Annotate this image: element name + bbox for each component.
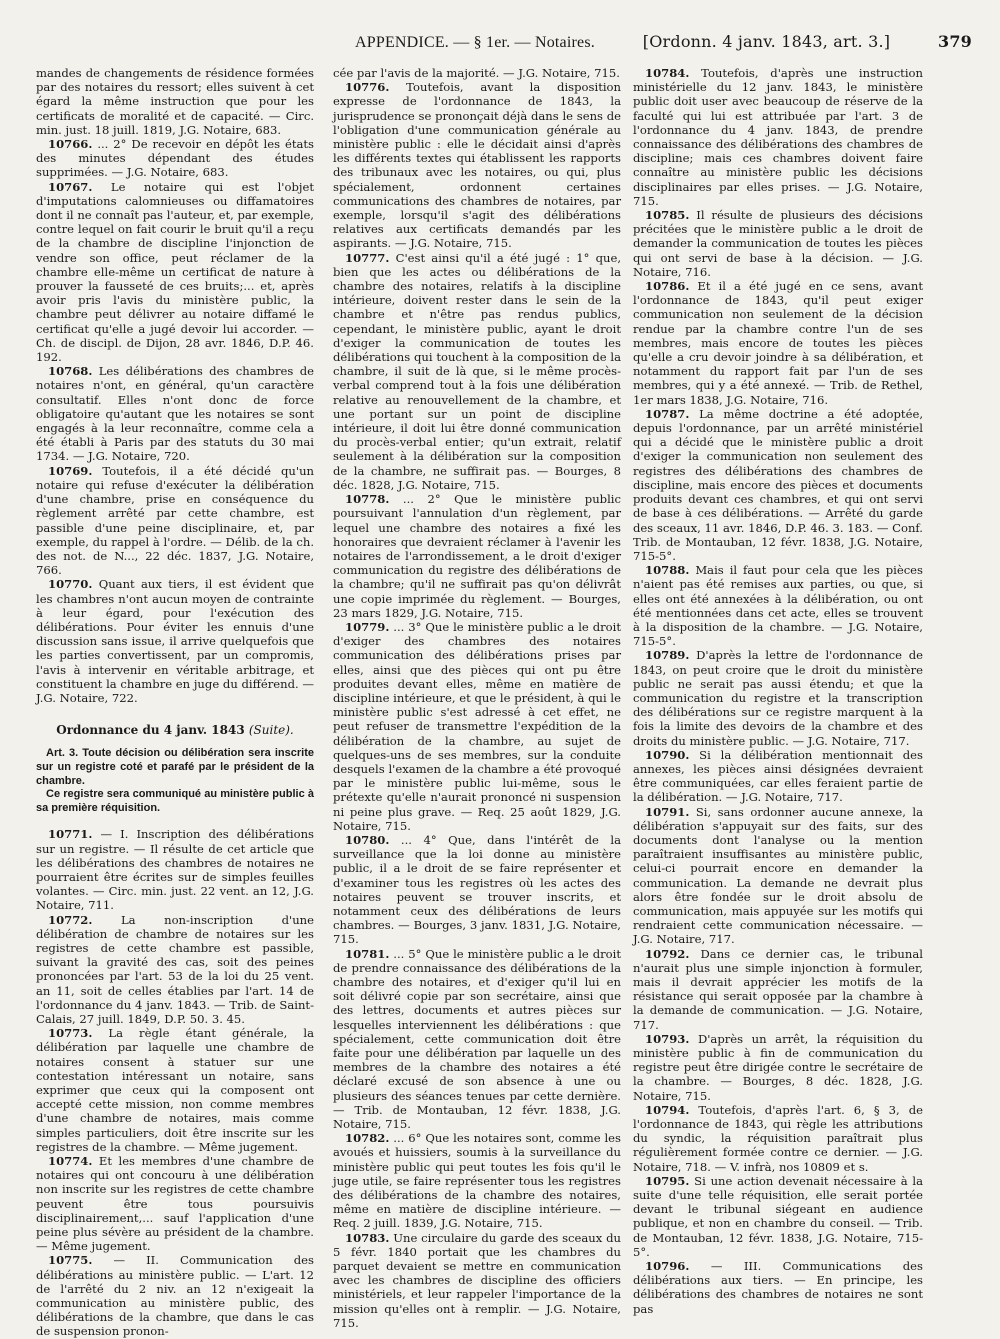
paragraph-10771: 10771. — I. Inscription des délibérations sur un registre. — Il résulte de cet article que les délibérations des chambres de notaires ne pourraient être écrites sur de simples feuilles volantes. — Circ. min. just. 22 vent. an 12, J.G. Notaire, 711.	[36, 827, 314, 913]
paragraph-10792: 10792. Dans ce dernier cas, le tribunal n'aurait plus une simple injonction à formuler, mais il devrait apprécier les motifs de la résistance qui serait opposée par la chambre à la demande de communication. — J.G. Notaire, 717.	[633, 946, 923, 1032]
paragraph-10766: 10766. ... 2° De recevoir en dépôt les états des minutes dépendant des études supprimées. — J.G. Notaire, 683.	[36, 137, 315, 180]
paragraph-10790: 10790. Si la délibération mentionnait des annexes, les pièces ainsi désignées devraient être communiquées, car elles feraient partie de la délibération. — J.G. Notaire, 717.	[633, 747, 923, 805]
page-header	[355, 32, 972, 56]
paragraph: cée par l'avis de la majorité. — J.G. Notaire, 715.	[333, 66, 620, 80]
paragraph-10770: 10770. Quant aux tiers, il est évident que les chambres n'ont aucun moyen de contrainte à leur égard, pour l'exécution des délibérations. Pour éviter les ennuis d'une discussion sans issue, il arrive quelquefois que les parties convertissent, par un compromis, l'avis à intervenir en véritable arbitrage, et constituent la chambre en juge du différend. — J.G. Notaire, 722.	[36, 577, 315, 705]
paragraph-10767: 10767. Le notaire qui est l'objet d'imputations calomnieuses ou diffamatoires dont il ne connaît pas l'auteur, et, par exemple, contre lequel on fait courir le bruit qu'il a reçu de la chambre de discipline l'injonction de vendre son office, peut réclamer de la chambre elle-même un certificat de nature à prouver la fausseté de ces bruits;... et, après avoir pris l'avis du ministère public, la chambre peut délivrer au notaire diffamé le certificat qu'elle a jugé devoir lui accorder. — Ch. de discipl. de Dijon, 28 avr. 1846, D.P. 46. 192.	[36, 179, 314, 365]
column-right	[633, 66, 924, 1316]
paragraph-10783: 10783. Une circulaire du garde des sceaux du 5 févr. 1840 portait que les chambres du parquet devaient se mettre en communication avec les chambres de discipline des officiers ministériels, et leur rappeler l'importance de la mission qu'elles ont à remplir. — J.G. Notaire, 715.	[333, 1230, 622, 1330]
paragraph-10779: 10779. ... 3° Que le ministère public a le droit d'exiger des chambres des notaires communication des délibérations prises par elles, ainsi que des pièces qui ont pu être produites devant elles, même en matière de discipline intérieure, et que le président, à qui le ministère public s'est adressé à cet effet, ne peut refuser de transmettre l'expédition de la délibération de la chambre, au sujet de quelques-uns de ses membres, sur la conduite desquels l'examen de la chambre a été provoqué par le ministère public lui-même, sous le prétexte qu'elle n'aurait prononcé ni suspension ni peine plus grave. — Req. 25 août 1829, J.G. Notaire, 715.	[333, 619, 622, 833]
running-title: APPENDICE. — § 1er. — Notaires.	[355, 34, 595, 51]
page-number: 379	[938, 32, 972, 51]
paragraph-10795: 10795. Si une action devenait nécessaire à la suite d'une telle réquisition, elle serait portée devant le tribunal siégeant en audience publique, et non en chambre du conseil. — Trib. de Montauban, 12 févr. 1838, J.G. Notaire, 715-5°.	[633, 1173, 924, 1259]
paragraph: mandes de changements de résidence formées par des notaires du ressort; elles suivent à cet égard la même instruction que pour les certificats de moralité et de capacité. — Circ. min. just. 18 juill. 1819, J.G. Notaire, 683.	[36, 66, 314, 137]
column-middle	[333, 66, 622, 1330]
article-text	[36, 747, 314, 815]
paragraph-10773: 10773. La règle étant générale, la délibération par laquelle une chambre de notaires consent à statuer sur une contestation intéressant un notaire, sans exprimer que ceux qui la composent ont accepté cette mission, non comme membres d'une chambre de notaires, mais comme simples particuliers, doit être inscrite sur les registres de la chambre. — Même jugement.	[36, 1026, 315, 1154]
column-left	[36, 66, 315, 1339]
paragraph-10778: 10778. ... 2° Que le ministère public poursuivant l'annulation d'un règlement, par lequel une chambre des notaires a fixé les honoraires que devraient réclamer à l'avenir les notaires de l'arrondissement, a le droit d'exiger communication du registre des délibérations de la chambre; qu'il ne suffirait pas qu'on délivrât une copie imprimée du règlement. — Bourges, 23 mars 1829, J.G. Notaire, 715.	[333, 492, 622, 620]
paragraph-10786: 10786. Et il a été jugé en ce sens, avant l'ordonnance de 1843, qu'il peut exiger communication non seulement de la décision rendue par la chambre contre l'un de ses membres, mais encore de toutes les pièces qu'elle a cru devoir joindre à sa délibération, et notamment du rapport fait par l'un de ses membres, qui y a été annexé. — Trib. de Rethel, 1er mars 1838, J.G. Notaire, 716.	[633, 279, 923, 407]
paragraph-10780: 10780. ... 4° Que, dans l'intérêt de la surveillance que la loi donne au ministère public, il a le droit de se faire représenter et d'examiner tous les registres où les actes des notaires peuvent se trouver inscrits, et notamment ceux des délibérations de leurs chambres. — Bourges, 3 janv. 1831, J.G. Notaire, 715.	[333, 832, 621, 947]
section-heading: Ordonnance du 4 janv. 1843 (Suite).	[56, 723, 294, 738]
paragraph-10777: 10777. C'est ainsi qu'il a été jugé : 1° que, bien que les actes ou délibérations de la chambre des notaires, relatifs à la discipline intérieure, doivent rester dans le sein de la chambre et n'être pas rendus publics, cependant, le ministère public, ayant le droit d'exiger la communication de toutes les délibérations qui touchent à la composition de la chambre, il suit de là que, si le même procès-verbal comprend tout à la fois une délibération relative au renouvellement de la chambre, et une portant sur un point de discipline intérieure, il doit lui être donné communication du procès-verbal entier; qu'un extrait, relatif seulement à la délibération sur la composition de la chambre, ne suffirait pas. — Bourges, 8 déc. 1828, J.G. Notaire, 715.	[333, 250, 622, 492]
article-3-para-2: Ce registre sera communiqué au ministère public à sa première réquisition.	[36, 788, 314, 814]
running-reference: [Ordonn. 4 janv. 1843, art. 3.]	[642, 32, 891, 51]
paragraph-10788: 10788. Mais il faut pour cela que les pièces n'aient pas été remises aux parties, ou que, si elles ont été annexées à la délibération, ou ont été mentionnées dans cet acte, elles se trouvent à la disposition de la chambre. — J.G. Notaire, 715-5°.	[633, 563, 923, 649]
paragraph-10768: 10768. Les délibérations des chambres de notaires n'ont, en général, qu'un caractère consultatif. Elles n'ont donc de force obligatoire qu'autant que les notaires se sont engagés à la leur reconnaître, comme cela a été établi à Paris par des statuts du 30 mai 1734. — J.G. Notaire, 720.	[36, 364, 315, 464]
paragraph-10787: 10787. La même doctrine a été adoptée, depuis l'ordonnance, par un arrêté ministériel qui a décidé que le ministère public a droit d'exiger la communication non seulement des registres des délibérations des chambres de discipline, mais encore des pièces et documents produits devant ces chambres, et qui ont servi de base à ces délibérations. — Arrêté du garde des sceaux, 11 avr. 1846, D.P. 46. 3. 183. — Conf. Trib. de Montauban, 12 févr. 1838, J.G. Notaire, 715-5°.	[633, 406, 923, 563]
paragraph-10785: 10785. Il résulte de plusieurs des décisions précitées que le ministère public a le droit de demander la communication de toutes les pièces qui ont servi de base à la décision. — J.G. Notaire, 716.	[633, 208, 924, 279]
paragraph-10772: 10772. La non-inscription d'une délibération de chambre de notaires sur les registres de cette chambre est passible, suivant la gravité des cas, soit des peines prononcées par l'art. 53 de la loi du 25 vent. an 11, soit de celles établies par l'art. 14 de l'ordonnance du 4 janv. 1843. — Trib. de Saint-Calais, 27 juill. 1849, D.P. 50. 3. 45.	[36, 912, 314, 1026]
paragraph-10769: 10769. Toutefois, il a été décidé qu'un notaire qui refuse d'exécuter la délibération d'une chambre, prise en conséquence du règlement arrêté par cette chambre, est passible d'une peine disciplinaire, et, par exemple, du rappel à l'ordre. — Délib. de la ch. des not. de N..., 22 déc. 1837, J.G. Notaire, 766.	[36, 463, 315, 578]
paragraph-10796: 10796. — III. Communications des délibérations aux tiers. — En principe, les délibérations des chambres de notaires ne sont pas	[633, 1259, 923, 1316]
paragraph-10774: 10774. Et les membres d'une chambre de notaires qui ont concouru à une délibération non inscrite sur les registres de cette chambre peuvent être tous poursuivis disciplinairement,... sauf l'application d'une peine plus sévère au président de la chambre. — Même jugement.	[36, 1153, 314, 1254]
paragraph-10793: 10793. D'après un arrêt, la réquisition du ministère public à fin de communication du registre peut être dirigée contre le secrétaire de la chambre. — Bourges, 8 déc. 1828, J.G. Notaire, 715.	[633, 1031, 923, 1103]
paragraph-10781: 10781. ... 5° Que le ministère public a le droit de prendre connaissance des délibérations de la chambre des notaires, et d'exiger qu'il lui en soit délivré copie par son secrétaire, ainsi que des lettres, documents et autres pièces sur lesquelles interviennent les délibérations : que spécialement, cette communication doit être faite pour une délibération par laquelle un des membres de la chambre des notaires a été déclaré excusé de son absence à une ou plusieurs des séances tenues par cette dernière. — Trib. de Montauban, 12 févr. 1838, J.G. Notaire, 715.	[333, 946, 622, 1132]
paragraph-10775: 10775. — II. Communication des délibérations au ministère public. — L'art. 12 de l'arrêté du 2 niv. an 12 n'exigeait la communication au ministère public, des délibérations de la chambre, que dans le cas de suspension pronon-	[36, 1253, 314, 1339]
paragraph-10791: 10791. Si, sans ordonner aucune annexe, la délibération s'appuyait sur des faits, sur des documents dont l'analyse ou la mention paraîtraient insuffisantes au ministère public, celui-ci pourrait encore en demander la communication. La demande ne devrait plus alors être fondée sur le droit absolu de communication, mais appuyée sur les motifs qui rendraient cette communication nécessaire. — J.G. Notaire, 717.	[633, 804, 923, 947]
paragraph-10782: 10782. ... 6° Que les notaires sont, comme les avoués et huissiers, soumis à la surveillance du ministère public qui peut toutes les fois qu'il le juge utile, se faire représenter tous les registres des délibérations de la chambre des notaires, même en matière de discipline intérieure. — Req. 2 juill. 1839, J.G. Notaire, 715.	[333, 1131, 621, 1231]
paragraph-10794: 10794. Toutefois, d'après l'art. 6, § 3, de l'ordonnance de 1843, qui règle les attributions du syndic, la réquisition paraîtrait plus régulièrement formée contre ce dernier. — J.G. Notaire, 718. — V. infrà, nos 10809 et s.	[633, 1102, 924, 1174]
paragraph-10776: 10776. Toutefois, avant la disposition expresse de l'ordonnance de 1843, la jurisprudence se prononçait déjà dans le sens de l'obligation d'une communication générale au ministère public : elle le décidait ainsi d'après les différents textes qui établissent les rapports des tribunaux avec les notaires, ou qui, plus spécialement, ordonnent certaines communications des chambres de notaires, par exemple, lorsqu'il s'agit des délibérations relatives aux certificats demandés par les aspirants. — J.G. Notaire, 715.	[333, 80, 622, 251]
paragraph-10784: 10784. Toutefois, d'après une instruction ministérielle du 12 janv. 1843, le ministère public doit user avec beaucoup de réserve de la faculté qui lui est attribuée par l'art. 3 de l'ordonnance du 4 janv. 1843, de prendre connaissance des délibérations des chambres de discipline; mais ces chambres doivent faire connaître au ministère public les décisions disciplinaires par elles prises. — J.G. Notaire, 715.	[633, 66, 923, 208]
paragraph-10789: 10789. D'après la lettre de l'ordonnance de 1843, on peut croire que le droit du ministère public ne serait pas aussi étendu; et que la communication du registre et la transcription des délibérations sur ce registre marquent à la fois la limite des devoirs de la chambre et des droits du ministère public. — J.G. Notaire, 717.	[633, 648, 923, 748]
article-3-para-1: Art. 3. Toute décision ou délibération sera inscrite sur un registre coté et parafé par le président de la chambre.	[36, 747, 314, 787]
